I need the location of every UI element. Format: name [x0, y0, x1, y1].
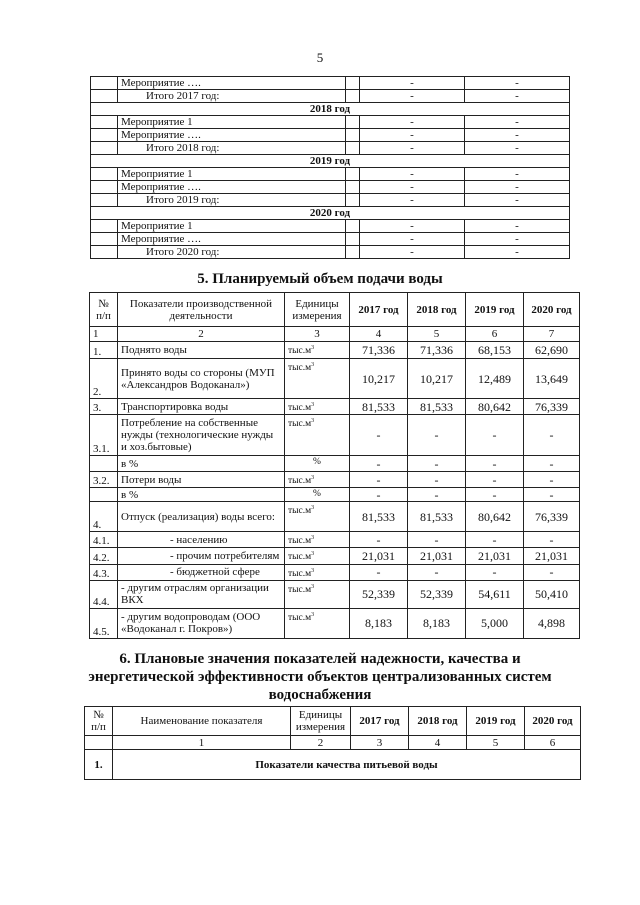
- water-supply-table: [89, 292, 580, 639]
- event-value: -: [360, 220, 465, 233]
- event-unit-cell: [346, 77, 360, 90]
- group-title: Показатели качества питьевой воды: [113, 750, 581, 780]
- event-value: -: [360, 142, 465, 155]
- unit-power: 3: [311, 583, 315, 590]
- value-2018: -: [408, 564, 466, 580]
- indicator-row: [90, 415, 580, 456]
- value-2017: 71,336: [350, 342, 408, 359]
- row-name: Потери воды: [118, 472, 285, 488]
- row-name: - населению: [118, 532, 285, 548]
- unit-text: %: [313, 489, 321, 500]
- value-2017: -: [350, 456, 408, 472]
- header-unit: Единицы измерения: [285, 293, 350, 327]
- event-label: Итого 2018 год:: [118, 142, 346, 155]
- row-num: [90, 488, 118, 502]
- index-cell: 6: [466, 327, 524, 342]
- value-2020: 21,031: [524, 548, 580, 564]
- value-2018: -: [408, 532, 466, 548]
- event-row: [91, 194, 570, 207]
- value-2017: 81,533: [350, 502, 408, 532]
- value-2019: -: [466, 532, 524, 548]
- unit-text: тыс.м: [288, 506, 312, 517]
- event-value: -: [465, 129, 570, 142]
- header-2020: 2020 год: [525, 707, 581, 736]
- event-num-cell: [91, 220, 118, 233]
- index-cell: 2: [291, 736, 351, 750]
- event-row: [91, 116, 570, 129]
- event-row: [91, 246, 570, 259]
- value-2018: 21,031: [408, 548, 466, 564]
- header-name: Показатели производственной деятельности: [118, 293, 285, 327]
- index-row: [90, 327, 580, 342]
- indicator-row: [90, 580, 580, 608]
- header-2017: 2017 год: [350, 293, 408, 327]
- row-num: 4.4.: [90, 580, 118, 608]
- index-cell: 2: [118, 327, 285, 342]
- value-2019: 80,642: [466, 502, 524, 532]
- row-unit: [285, 608, 350, 638]
- value-2019: 12,489: [466, 359, 524, 399]
- index-cell: 1: [90, 327, 118, 342]
- event-unit-cell: [346, 90, 360, 103]
- value-2018: -: [408, 488, 466, 502]
- indicator-row: [90, 399, 580, 415]
- row-num: 2.: [90, 359, 118, 399]
- group-row: [85, 750, 581, 780]
- unit-power: 3: [311, 345, 315, 351]
- value-2020: 50,410: [524, 580, 580, 608]
- index-cell: 6: [525, 736, 581, 750]
- header-num: № п/п: [90, 293, 118, 327]
- value-2020: -: [524, 456, 580, 472]
- row-unit: [285, 456, 350, 472]
- event-value: -: [360, 194, 465, 207]
- event-value: -: [465, 220, 570, 233]
- event-num-cell: [91, 77, 118, 90]
- event-unit-cell: [346, 116, 360, 129]
- event-num-cell: [91, 129, 118, 142]
- unit-text: тыс.м: [288, 403, 312, 414]
- row-name: Поднято воды: [118, 342, 285, 359]
- unit-power: 3: [311, 611, 315, 618]
- row-num: 3.: [90, 399, 118, 415]
- unit-power: 3: [311, 418, 315, 425]
- row-unit: [285, 342, 350, 359]
- event-label: Мероприятие 1: [118, 116, 346, 129]
- event-value: -: [465, 194, 570, 207]
- row-unit: [285, 564, 350, 580]
- row-unit: [285, 502, 350, 532]
- indicator-row: [90, 564, 580, 580]
- event-unit-cell: [346, 142, 360, 155]
- index-cell: 5: [467, 736, 525, 750]
- event-row: [91, 220, 570, 233]
- row-num: 4.: [90, 502, 118, 532]
- header-unit: Единицы измерения: [291, 707, 351, 736]
- year-heading: 2019 год: [91, 155, 570, 168]
- table-header-row: [85, 707, 581, 736]
- event-num-cell: [91, 194, 118, 207]
- index-cell: 5: [408, 327, 466, 342]
- row-num: 4.3.: [90, 564, 118, 580]
- value-2018: 81,533: [408, 399, 466, 415]
- event-value: -: [360, 246, 465, 259]
- section6-title-line1: 6. Плановые значения показателей надежности, качества и: [119, 651, 521, 667]
- event-label: Итого 2019 год:: [118, 194, 346, 207]
- section5-title: 5. Планируемый объем подачи воды: [197, 271, 443, 287]
- header-2017: 2017 год: [351, 707, 409, 736]
- event-label: Итого 2017 год:: [118, 90, 346, 103]
- unit-text: %: [313, 457, 321, 468]
- indicator-row: [90, 472, 580, 488]
- unit-power: 3: [311, 475, 315, 482]
- value-2018: 71,336: [408, 342, 466, 359]
- index-cell: 3: [285, 327, 350, 342]
- row-unit: [285, 580, 350, 608]
- row-name: Транспортировка воды: [118, 399, 285, 415]
- event-value: -: [465, 168, 570, 181]
- year-heading-row: [91, 207, 570, 220]
- value-2019: 21,031: [466, 548, 524, 564]
- row-name: Принято воды со стороны (МУП «Александров Водоканал»): [118, 359, 285, 399]
- row-unit: [285, 472, 350, 488]
- unit-text: тыс.м: [288, 552, 312, 563]
- event-value: -: [360, 181, 465, 194]
- event-row: [91, 90, 570, 103]
- event-num-cell: [91, 90, 118, 103]
- indicator-row: [90, 456, 580, 472]
- year-heading-row: [91, 103, 570, 116]
- unit-text: тыс.м: [288, 419, 312, 430]
- unit-text: тыс.м: [288, 568, 312, 579]
- event-num-cell: [91, 116, 118, 129]
- value-2017: 52,339: [350, 580, 408, 608]
- unit-power: 3: [311, 535, 315, 542]
- event-label: Мероприятие ….: [118, 77, 346, 90]
- event-label: Мероприятие ….: [118, 181, 346, 194]
- row-name: в %: [118, 456, 285, 472]
- year-heading: 2018 год: [91, 103, 570, 116]
- event-num-cell: [91, 168, 118, 181]
- header-2018: 2018 год: [409, 707, 467, 736]
- value-2020: 76,339: [524, 502, 580, 532]
- index-cell: 4: [350, 327, 408, 342]
- event-row: [91, 181, 570, 194]
- value-2018: 8,183: [408, 608, 466, 638]
- indicator-row: [90, 488, 580, 502]
- value-2020: 13,649: [524, 359, 580, 399]
- row-name: - прочим потребителям: [118, 548, 285, 564]
- event-num-cell: [91, 233, 118, 246]
- section6-title-line3: водоснабжения: [268, 687, 372, 703]
- event-value: -: [360, 77, 465, 90]
- event-label: Итого 2020 год:: [118, 246, 346, 259]
- value-2020: 62,690: [524, 342, 580, 359]
- event-unit-cell: [346, 220, 360, 233]
- event-label: Мероприятие 1: [118, 168, 346, 181]
- value-2018: -: [408, 415, 466, 456]
- unit-power: 3: [311, 551, 315, 558]
- value-2019: -: [466, 415, 524, 456]
- unit-power: 3: [311, 505, 315, 512]
- unit-text: тыс.м: [288, 476, 312, 487]
- indicators-table: [84, 706, 581, 780]
- event-unit-cell: [346, 181, 360, 194]
- event-label: Мероприятие 1: [118, 220, 346, 233]
- header-name: Наименование показателя: [113, 707, 291, 736]
- event-value: -: [465, 233, 570, 246]
- event-value: -: [465, 116, 570, 129]
- event-value: -: [360, 129, 465, 142]
- row-num: 4.5.: [90, 608, 118, 638]
- header-2020: 2020 год: [524, 293, 580, 327]
- header-2019: 2019 год: [466, 293, 524, 327]
- row-num: 3.1.: [90, 415, 118, 456]
- row-num: 1.: [90, 342, 118, 359]
- index-cell: [85, 736, 113, 750]
- unit-text: тыс.м: [288, 346, 312, 357]
- event-num-cell: [91, 142, 118, 155]
- event-label: Мероприятие ….: [118, 129, 346, 142]
- value-2017: 8,183: [350, 608, 408, 638]
- value-2017: -: [350, 415, 408, 456]
- event-label: Мероприятие ….: [118, 233, 346, 246]
- row-unit: [285, 532, 350, 548]
- event-value: -: [465, 90, 570, 103]
- indicator-row: [90, 608, 580, 638]
- indicator-row: [90, 548, 580, 564]
- header-2019: 2019 год: [467, 707, 525, 736]
- value-2018: -: [408, 456, 466, 472]
- event-value: -: [360, 233, 465, 246]
- row-name: - другим водопроводам (ООО «Водоканал г. Покров»): [118, 608, 285, 638]
- event-unit-cell: [346, 246, 360, 259]
- unit-text: тыс.м: [288, 536, 312, 547]
- event-row: [91, 77, 570, 90]
- table-header-row: [90, 293, 580, 327]
- row-name: Отпуск (реализация) воды всего:: [118, 502, 285, 532]
- value-2019: -: [466, 488, 524, 502]
- indicator-row: [90, 359, 580, 399]
- row-num: 4.2.: [90, 548, 118, 564]
- page-number: 5: [316, 50, 324, 65]
- value-2020: -: [524, 472, 580, 488]
- row-unit: [285, 415, 350, 456]
- value-2019: -: [466, 456, 524, 472]
- event-value: -: [465, 77, 570, 90]
- value-2019: -: [466, 472, 524, 488]
- value-2020: -: [524, 532, 580, 548]
- unit-power: 3: [311, 402, 315, 408]
- group-num: 1.: [85, 750, 113, 780]
- header-2018: 2018 год: [408, 293, 466, 327]
- event-unit-cell: [346, 233, 360, 246]
- event-value: -: [465, 181, 570, 194]
- event-unit-cell: [346, 129, 360, 142]
- index-cell: 7: [524, 327, 580, 342]
- row-name: - другим отраслям организации ВКХ: [118, 580, 285, 608]
- event-row: [91, 129, 570, 142]
- value-2020: 76,339: [524, 399, 580, 415]
- value-2018: 10,217: [408, 359, 466, 399]
- value-2017: -: [350, 472, 408, 488]
- value-2017: -: [350, 532, 408, 548]
- event-unit-cell: [346, 194, 360, 207]
- value-2018: 52,339: [408, 580, 466, 608]
- row-num: [90, 456, 118, 472]
- event-unit-cell: [346, 168, 360, 181]
- value-2017: 10,217: [350, 359, 408, 399]
- row-unit: [285, 359, 350, 399]
- year-heading-row: [91, 155, 570, 168]
- row-num: 4.1.: [90, 532, 118, 548]
- section6-title-line2: энергетической эффективности объектов централизованных систем: [88, 669, 552, 685]
- value-2019: 80,642: [466, 399, 524, 415]
- unit-power: 3: [311, 362, 315, 368]
- row-name: в %: [118, 488, 285, 502]
- unit-text: тыс.м: [288, 612, 312, 623]
- value-2020: -: [524, 564, 580, 580]
- indicator-row: [90, 532, 580, 548]
- value-2017: -: [350, 488, 408, 502]
- value-2018: 81,533: [408, 502, 466, 532]
- row-name: Потребление на собственные нужды (технологические нужды и хоз.бытовые): [118, 415, 285, 456]
- unit-text: тыс.м: [288, 584, 312, 595]
- event-row: [91, 233, 570, 246]
- row-num: 3.2.: [90, 472, 118, 488]
- index-row: [85, 736, 581, 750]
- value-2019: -: [466, 564, 524, 580]
- row-unit: [285, 488, 350, 502]
- unit-power: 3: [311, 567, 315, 574]
- event-num-cell: [91, 181, 118, 194]
- value-2018: -: [408, 472, 466, 488]
- event-value: -: [465, 142, 570, 155]
- unit-text: тыс.м: [288, 363, 312, 374]
- row-unit: [285, 548, 350, 564]
- indicator-row: [90, 342, 580, 359]
- value-2019: 54,611: [466, 580, 524, 608]
- event-row: [91, 168, 570, 181]
- value-2017: 81,533: [350, 399, 408, 415]
- event-value: -: [360, 116, 465, 129]
- event-value: -: [360, 90, 465, 103]
- index-cell: 3: [351, 736, 409, 750]
- value-2017: -: [350, 564, 408, 580]
- events-table: [90, 76, 570, 259]
- event-value: -: [360, 168, 465, 181]
- row-name: - бюджетной сфере: [118, 564, 285, 580]
- value-2020: 4,898: [524, 608, 580, 638]
- event-value: -: [465, 246, 570, 259]
- event-num-cell: [91, 246, 118, 259]
- row-unit: [285, 399, 350, 415]
- value-2020: -: [524, 488, 580, 502]
- header-num: № п/п: [85, 707, 113, 736]
- value-2019: 68,153: [466, 342, 524, 359]
- value-2020: -: [524, 415, 580, 456]
- indicator-row: [90, 502, 580, 532]
- value-2017: 21,031: [350, 548, 408, 564]
- value-2019: 5,000: [466, 608, 524, 638]
- index-cell: 1: [113, 736, 291, 750]
- event-row: [91, 142, 570, 155]
- year-heading: 2020 год: [91, 207, 570, 220]
- index-cell: 4: [409, 736, 467, 750]
